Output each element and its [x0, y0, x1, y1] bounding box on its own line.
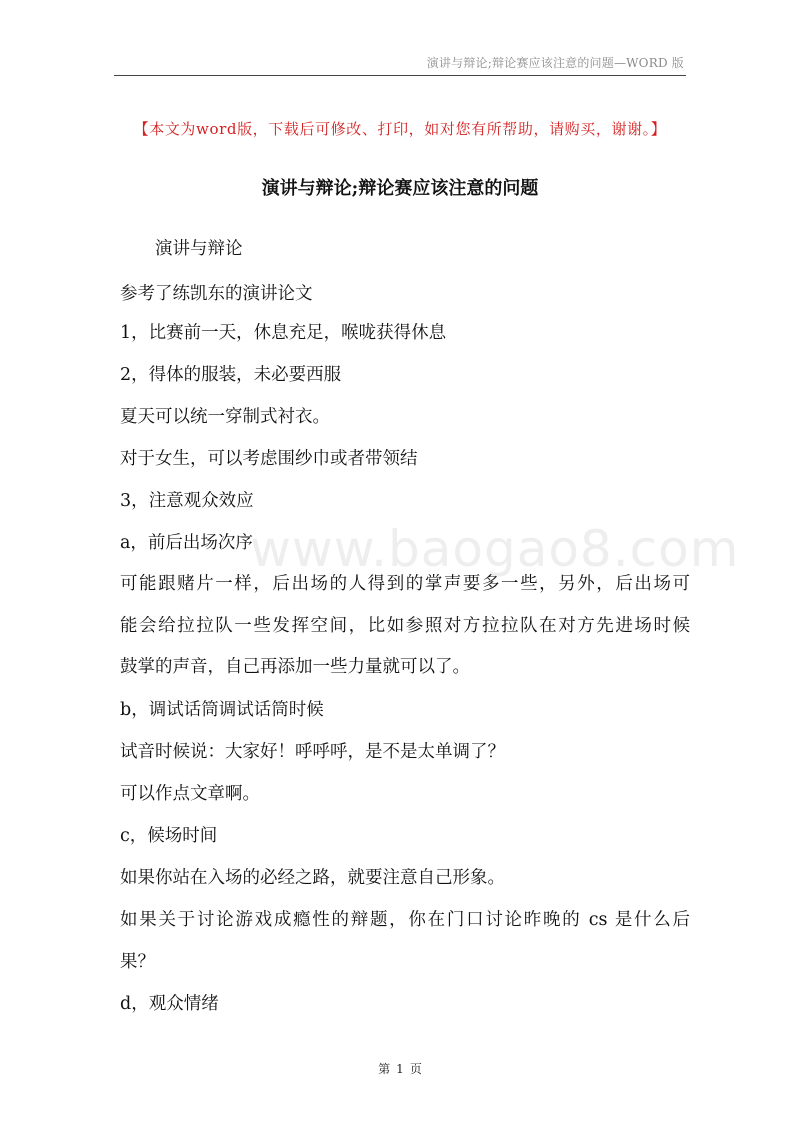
body-line: 1，比赛前一天，休息充足，喉咙获得休息 [120, 323, 447, 343]
page-footer [0, 1060, 800, 1077]
body-line: 2，得体的服装，未必要西服 [120, 365, 342, 385]
body-line: 如果关于讨论游戏成瘾性的辩题，你在门口讨论昨晚的 cs 是什么后 [120, 910, 690, 930]
body-line: 夏天可以统一穿制式衬衣。 [120, 407, 330, 427]
body-line: b，调试话筒调试话筒时候 [120, 700, 324, 720]
body-line: 鼓掌的声音，自己再添加一些力量就可以了。 [120, 657, 470, 677]
document-title: 演讲与辩论;辩论赛应该注意的问题 [261, 178, 539, 199]
footer-suffix: 页 [409, 1062, 422, 1076]
body-line: 参考了练凯东的演讲论文 [120, 284, 313, 304]
body-line: 果？ [120, 952, 155, 972]
page-number: 1 [396, 1062, 404, 1076]
body-line: a，前后出场次序 [120, 533, 253, 553]
header-divider [114, 75, 686, 76]
body-line: 演讲与辩论 [120, 239, 243, 259]
body-line: 3，注意观众效应 [120, 491, 254, 511]
body-line: 可以作点文章啊。 [120, 784, 260, 804]
footer-prefix: 第 [378, 1062, 391, 1076]
running-header: 演讲与辩论;辩论赛应该注意的问题—WORD 版 [426, 56, 684, 70]
purchase-notice: 【本文为word版，下载后可修改、打印，如对您有所帮助，请购买，谢谢。】 [133, 120, 667, 138]
body-line: 能会给拉拉队一些发挥空间，比如参照对方拉拉队在对方先进场时候 [120, 616, 690, 636]
body-line: 可能跟赌片一样，后出场的人得到的掌声要多一些，另外，后出场可 [120, 574, 690, 594]
body-line: 试音时候说：大家好！呼呼呼，是不是太单调了？ [120, 742, 505, 762]
body-line: c，候场时间 [120, 826, 218, 846]
watermark: www.baogao8.com [250, 520, 740, 578]
body-line: 对于女生，可以考虑围纱巾或者带领结 [120, 449, 418, 469]
body-line: 如果你站在入场的必经之路，就要注意自己形象。 [120, 868, 505, 888]
body-line: d，观众情绪 [120, 994, 219, 1014]
